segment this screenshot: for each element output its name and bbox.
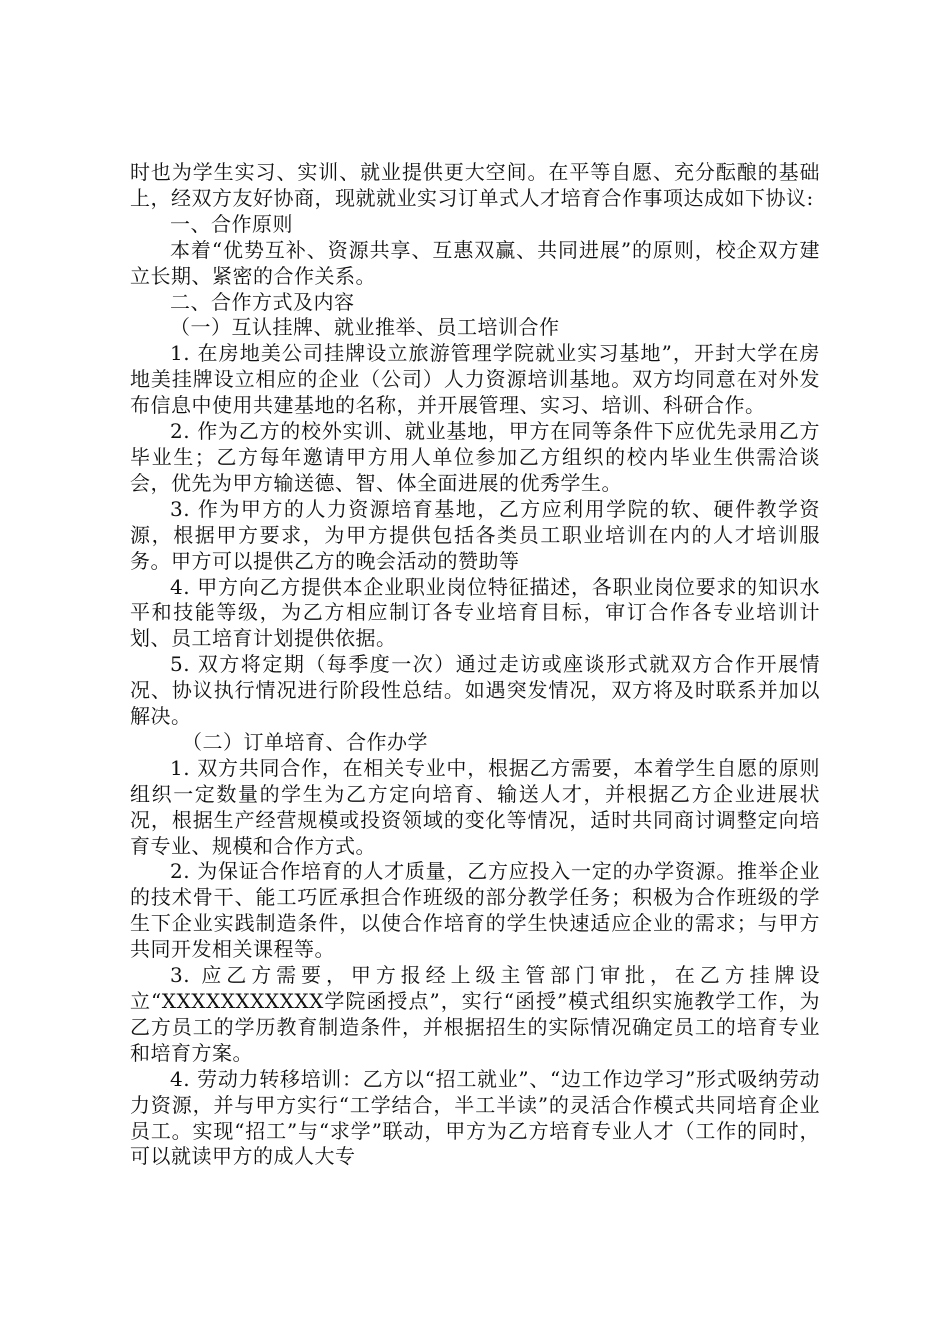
- paragraph-item: 4. 劳动力转移培训：乙方以“招工就业”、“边工作边学习”形式吸纳劳动力资源，并与甲方实行“工学结合，半工半读”的灵活合作模式共同培育企业员工。实现“招工”与“求学”联动，甲方为乙方培育专业人才（工作的同时，可以就读甲方的成人大专: [130, 1066, 820, 1169]
- paragraph-intro: 时也为学生实习、实训、就业提供更大空间。在平等自愿、充分酝酿的基础上，经双方友好协商，现就就业实习订单式人才培育合作事项达成如下协议:: [130, 160, 820, 210]
- subsection-heading-2: （二）订单培育、合作办学: [182, 729, 428, 754]
- paragraph-item: 3. 作为甲方的人力资源培育基地，乙方应利用学院的软、硬件教学资源，根据甲方要求，为甲方提供包括各类员工职业培训在内的人才培训服务。甲方可以提供乙方的晚会活动的赞助等: [130, 496, 820, 573]
- paragraph-item: 2. 作为乙方的校外实训、就业基地，甲方在同等条件下应优先录用乙方毕业生；乙方每年邀请甲方用人单位参加乙方组织的校内毕业生供需洽谈会，优先为甲方输送德、智、体全面进展的优秀学生。: [130, 419, 820, 495]
- section-heading-methods: 二、合作方式及内容: [170, 289, 355, 314]
- subsection-heading-1: （一）互认挂牌、就业推举、员工培训合作: [170, 315, 560, 340]
- paragraph-item: 5. 双方将定期（每季度一次）通过走访或座谈形式就双方合作开展情况、协议执行情况进行阶段性总结。如遇突发情况，双方将及时联系并加以解决。: [130, 652, 820, 729]
- paragraph-item: 2. 为保证合作培育的人才质量，乙方应投入一定的办学资源。推举企业的技术骨干、能工巧匠承担合作班级的部分教学任务；积极为合作班级的学生下企业实践制造条件，以使合作培育的学生快速适应企业的需求；与甲方共同开发相关课程等。: [130, 859, 820, 962]
- paragraph-item: 1. 双方共同合作，在相关专业中，根据乙方需要，本着学生自愿的原则组织一定数量的学生为乙方定向培育、输送人才，并根据乙方企业进展状况，根据生产经营规模或投资领域的变化等情况，适时共同商讨调整定向培育专业、规模和合作方式。: [130, 755, 820, 858]
- section-heading-principles: 一、合作原则: [170, 211, 293, 236]
- document-body: [130, 160, 820, 1170]
- paragraph-item: 1. 在房地美公司挂牌设立旅游管理学院就业实习基地”，开封大学在房地美挂牌设立相应的企业（公司）人力资源培训基地。双方均同意在对外发布信息中使用共建基地的名称，并开展管理、实习、培训、科研合作。: [130, 341, 820, 418]
- paragraph-item: 4. 甲方向乙方提供本企业职业岗位特征描述，各职业岗位要求的知识水平和技能等级，为乙方相应制订各专业培育目标，审订合作各专业培训计划、员工培育计划提供依据。: [130, 574, 820, 651]
- paragraph-item: 3. 应乙方需要，甲方报经上级主管部门审批，在乙方挂牌设立“XXXXXXXXXXX学院函授点”，实行“函授”模式组织实施教学工作，为乙方员工的学历教育制造条件，并根据招生的实际情况确定员工的培育专业和培育方案。: [130, 963, 820, 1065]
- paragraph-principles: 本着“优势互补、资源共享、互惠双赢、共同进展”的原则，校企双方建立长期、紧密的合作关系。: [130, 237, 820, 288]
